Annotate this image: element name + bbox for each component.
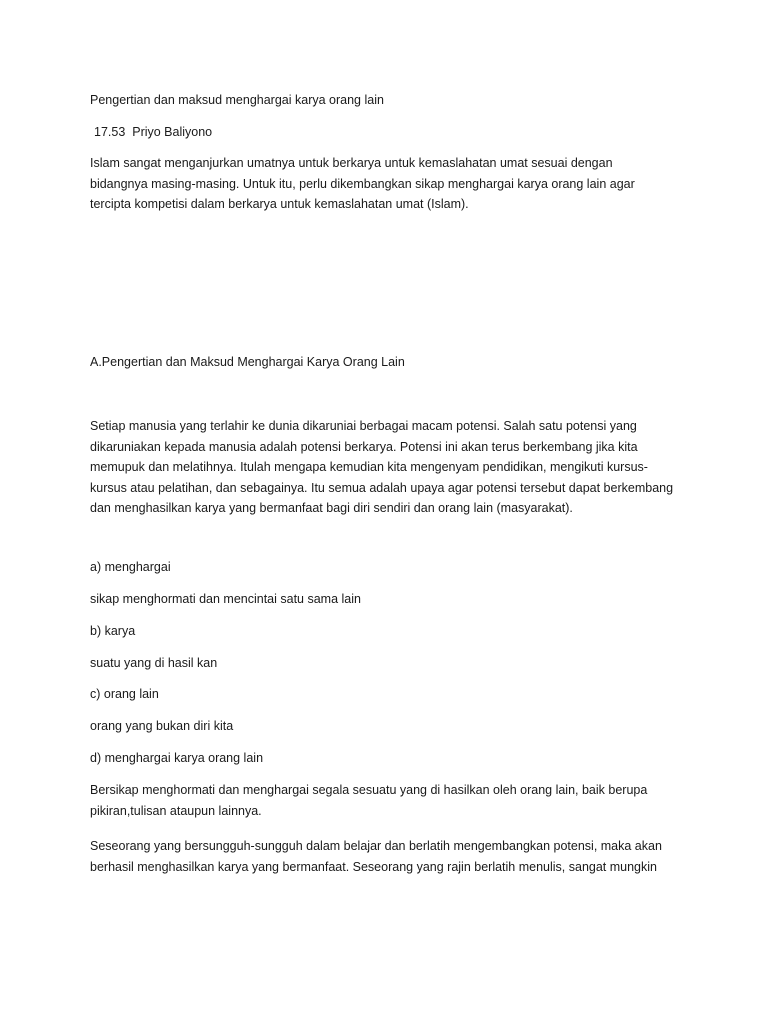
section-line: dikaruniakan kepada manusia adalah potensi berkarya. Potensi ini akan terus berkembang jika kita [90,439,638,454]
section-line: dan menghasilkan karya yang bermanfaat bagi diri sendiri dan orang lain (masyarakat). [90,501,573,515]
section-paragraph [90,416,690,519]
section-line: memupuk dan melatihnya. Itulah mengapa kemudian kita mengenyam pendidikan, mengikuti kursus- [90,460,648,474]
post-time: 17.53 [94,125,126,139]
closing-paragraph [90,836,690,877]
intro-line: bidangnya masing-masing. Untuk itu, perlu dikembangkan sikap menghargai karya orang lain agar [90,176,635,191]
section-line: Setiap manusia yang terlahir ke dunia dikaruniai berbagai macam potensi. Salah satu potensi yang [90,419,637,433]
definition-meaning-a: sikap menghormati dan mencintai satu sama lain [90,592,361,606]
post-meta [94,124,212,140]
definition-meaning-c: orang yang bukan diri kita [90,719,234,733]
closing-line: Seseorang yang bersungguh-sungguh dalam belajar dan berlatih mengembangkan potensi, maka akan [90,839,662,853]
definition-meaning-d [90,780,690,821]
intro-paragraph [90,153,690,215]
post-author: Priyo Baliyono [132,125,213,139]
document-title: Pengertian dan maksud menghargai karya orang lain [90,93,384,107]
definition-d-line: Bersikap menghormati dan menghargai segala sesuatu yang di hasilkan oleh orang lain, baik berupa [90,783,648,797]
definition-term-d: d) menghargai karya orang lain [90,751,264,765]
section-line: kursus atau pelatihan, dan sebagainya. Itu semua adalah upaya agar potensi tersebut dapat berkembang [90,480,674,495]
intro-line: tercipta kompetisi dalam berkarya untuk kemaslahatan umat (Islam). [90,197,469,211]
definition-meaning-b: suatu yang di hasil kan [90,656,218,670]
intro-line: Islam sangat menganjurkan umatnya untuk berkarya untuk kemaslahatan umat sesuai dengan [90,156,613,170]
definition-term-b: b) karya [90,624,136,638]
section-heading: A.Pengertian dan Maksud Menghargai Karya Orang Lain [90,355,405,369]
definition-term-a: a) menghargai [90,560,171,574]
definition-term-c: c) orang lain [90,687,159,701]
definition-d-line: pikiran,tulisan ataupun lainnya. [90,803,262,818]
closing-line: berhasil menghasilkan karya yang bermanfaat. Seseorang yang rajin berlatih menulis, sangat mungkin [90,859,657,874]
